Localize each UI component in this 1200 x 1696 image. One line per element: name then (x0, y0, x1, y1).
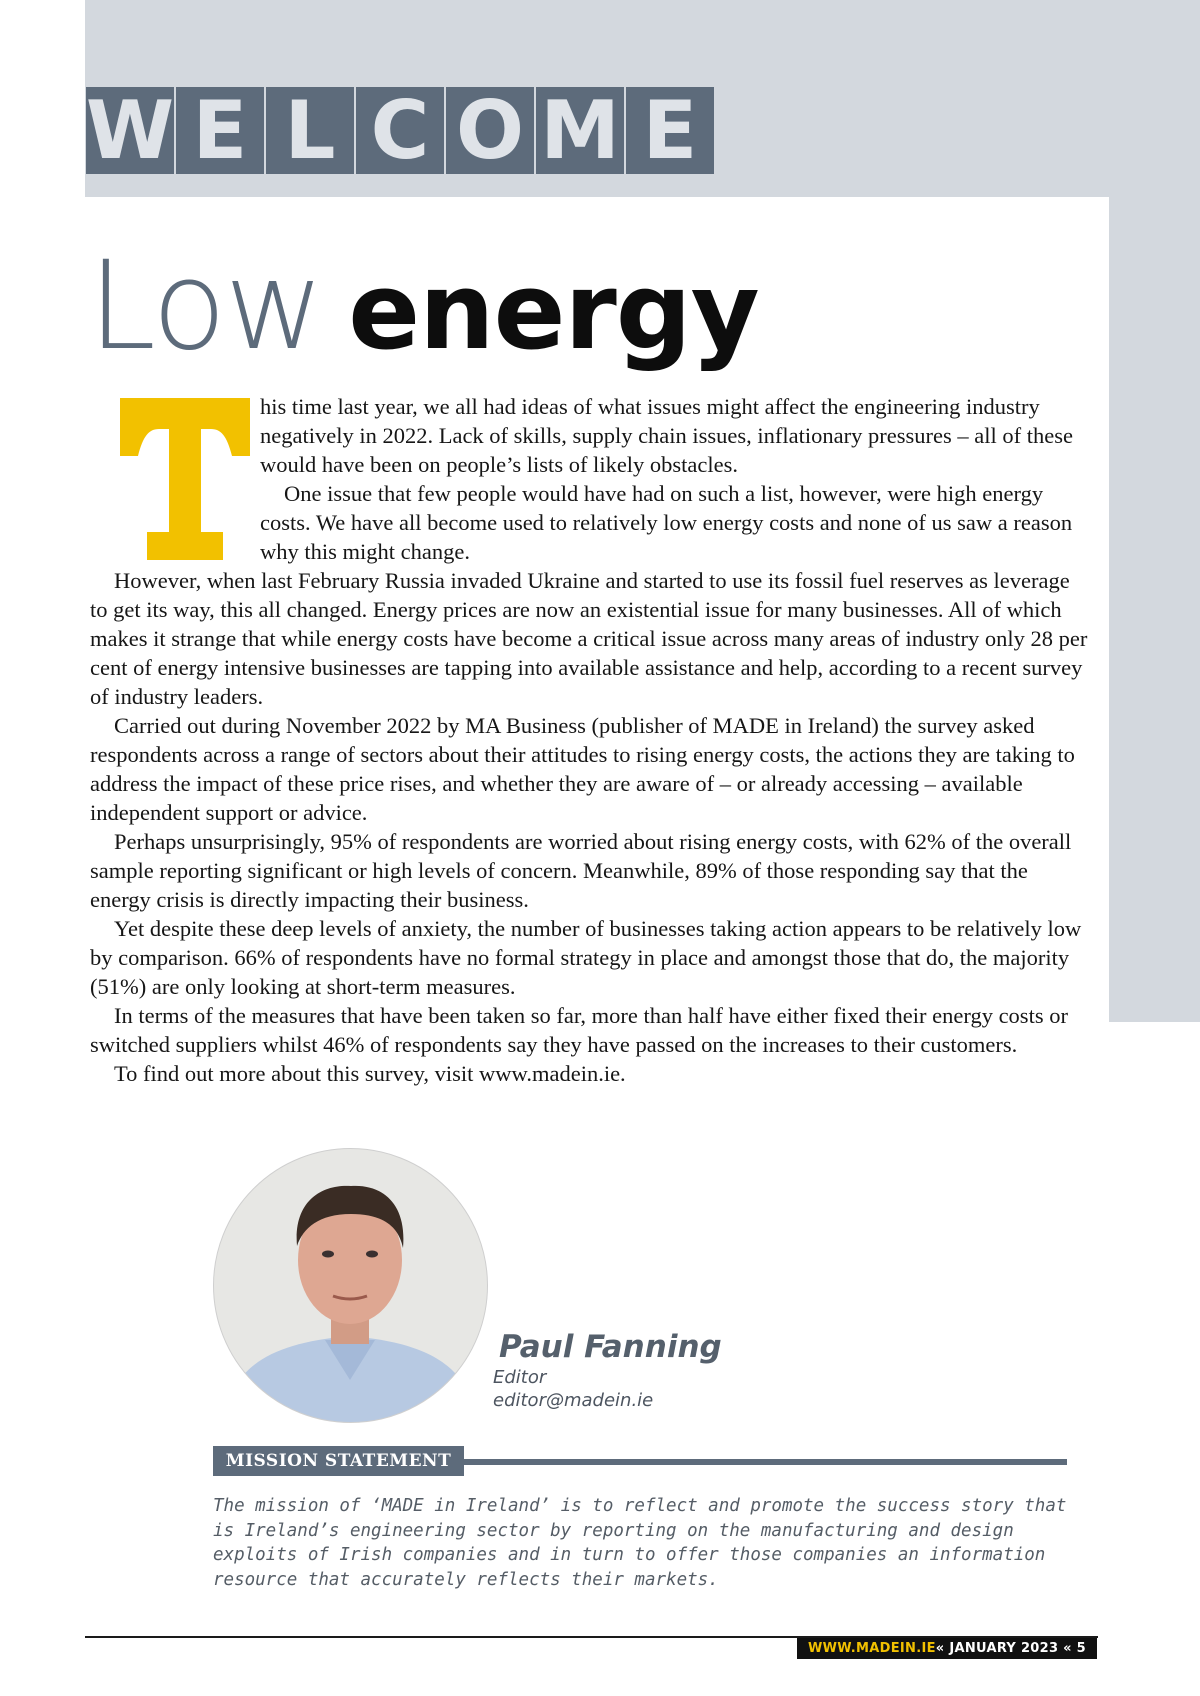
article-headline (88, 235, 759, 377)
footer-issue-page: « JANUARY 2023 « 5 (935, 1641, 1087, 1656)
article-paragraph: Carried out during November 2022 by MA Business (publisher of MADE in Ireland) the survey asked respondents across a range of sectors about their attitudes to rising energy costs, the actions they are taking to address the impact of these price rises, and whether they are aware of – or already accessing – available independent support or advice. (90, 713, 1075, 825)
mission-statement-label: MISSION STATEMENT (213, 1446, 464, 1476)
mission-divider (462, 1459, 1067, 1465)
article-paragraph: One issue that few people would have had on such a list, however, were high energy costs. We have all become used to relatively low energy costs and none of us saw a reason why this might change. (260, 481, 1073, 564)
author-name: Paul Fanning (499, 1329, 722, 1365)
article-paragraph: his time last year, we all had ideas of what issues might affect the engineering industry negatively in 2022. Lack of skills, supply chain issues, inflationary pressures – all of these would have been on people’s lists of likely obstacles. (260, 394, 1073, 477)
article-paragraph: In terms of the measures that have been taken so far, more than half have either fixed their energy costs or switched suppliers whilst 46% of respondents say they have passed on the increases to their customers. (90, 1003, 1068, 1057)
banner-letter: M (536, 87, 624, 174)
article-paragraph: To find out more about this survey, visit www.madein.ie. (114, 1061, 626, 1086)
banner-letter: W (85, 83, 175, 177)
headline-light-word: Low (88, 235, 323, 377)
banner-letter: L (266, 87, 354, 174)
article-paragraph: Perhaps unsurprisingly, 95% of respondents are worried about rising energy costs, with 62% of the overall sample reporting significant or high levels of concern. Meanwhile, 89% of those responding say that the energy crisis is directly impacting their business. (90, 829, 1072, 912)
banner-letter: E (176, 87, 264, 174)
footer-website-link[interactable]: WWW.MADEIN.IE (807, 1641, 936, 1656)
drop-cap-spacer (90, 392, 260, 566)
headline-bold-word: energy (348, 250, 759, 373)
article-paragraph: However, when last February Russia invaded Ukraine and started to use its fossil fuel reserves as leverage to get its way, this all changed. Energy prices are now an existential issue for many businesses. All of which makes it strange that while energy costs have become a critical issue across many areas of industry only 28 per cent of energy intensive businesses are tapping into available assistance and help, according to a recent survey of industry leaders. (90, 568, 1088, 709)
section-banner-welcome (85, 83, 714, 177)
banner-letter: C (356, 87, 444, 174)
author-role: Editor (493, 1367, 547, 1388)
banner-letter: E (626, 87, 714, 174)
mission-statement-text: The mission of ‘MADE in Ireland’ is to reflect and promote the success story that is Ireland’s engineering sector by reporting on the manufacturing and design exploits of Irish companies and in turn to offer those companies an information resource that accurately reflects their markets. (213, 1496, 1067, 1590)
author-email-link[interactable]: editor@madein.ie (493, 1390, 654, 1411)
article-paragraph: Yet despite these deep levels of anxiety, the number of businesses taking action appears to be relatively low by comparison. 66% of respondents have no formal strategy in place and amongst those that do, the majority (51%) are only looking at short-term measures. (90, 916, 1082, 999)
author-photo (213, 1148, 488, 1423)
banner-letter: O (446, 87, 534, 174)
article-body (90, 392, 1090, 1088)
page-footer-folio (797, 1638, 1097, 1659)
side-background-band (1109, 197, 1200, 1022)
